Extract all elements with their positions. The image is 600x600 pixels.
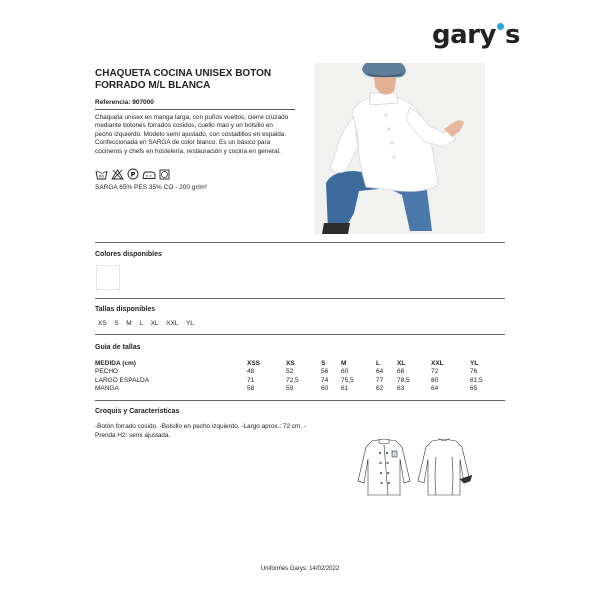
iron-icon bbox=[142, 169, 156, 180]
sizes-list: XS S M L XL XXL YL bbox=[98, 320, 194, 327]
svg-text:P: P bbox=[130, 170, 136, 179]
divider bbox=[95, 109, 295, 110]
divider bbox=[95, 334, 505, 335]
jacket-sketch bbox=[348, 437, 484, 506]
tumble-dry-icon bbox=[159, 169, 170, 180]
wash-60-icon bbox=[95, 169, 108, 180]
footer-text: Uniformes Garys: 14/02/2022 bbox=[260, 566, 340, 572]
divider bbox=[95, 242, 505, 243]
size-guide-title: Guía de tallas bbox=[95, 344, 141, 351]
no-bleach-icon bbox=[111, 169, 124, 180]
fabric-composition: SARGA 65% PES 35% CO - 200 gr/m² bbox=[95, 184, 207, 191]
product-description: Chaqueta unisex en manga larga, con puños vueltos, cierre cruzado mediante botones forrados cosidos, cuello mao y un bolsillo en pecho izquierdo. Modelo semi ajustado, con costadillos en espalda. Confeccionada en SARGA de color blanco. Es un básico para cocineros y chefs en hostelería, restauración y cocina en general. bbox=[95, 114, 289, 155]
sizes-title: Tallas disponibles bbox=[95, 306, 156, 313]
divider bbox=[95, 298, 505, 299]
svg-text:60: 60 bbox=[99, 173, 104, 179]
product-title: CHAQUETA COCINA UNISEX BOTON FORRADO M/L BLANCA bbox=[95, 68, 272, 91]
logo-apostrophe-dot bbox=[497, 23, 504, 30]
care-icons bbox=[95, 168, 170, 180]
divider bbox=[95, 400, 505, 401]
product-reference: Referencia: 907000 bbox=[95, 99, 154, 106]
croquis-title: Croquis y Características bbox=[95, 408, 180, 415]
garys-logo: gary s bbox=[432, 20, 520, 50]
color-swatch-white bbox=[96, 265, 120, 290]
colors-title: Colores disponibles bbox=[95, 251, 162, 258]
croquis-features: -Botón forrado cosido. -Bolsillo en pecho izquierdo. -Largo aprox.: 72 cm. - Prenda H2: semi ajustada. bbox=[95, 423, 307, 439]
product-photo bbox=[314, 63, 485, 234]
dry-clean-p-icon bbox=[127, 168, 139, 180]
